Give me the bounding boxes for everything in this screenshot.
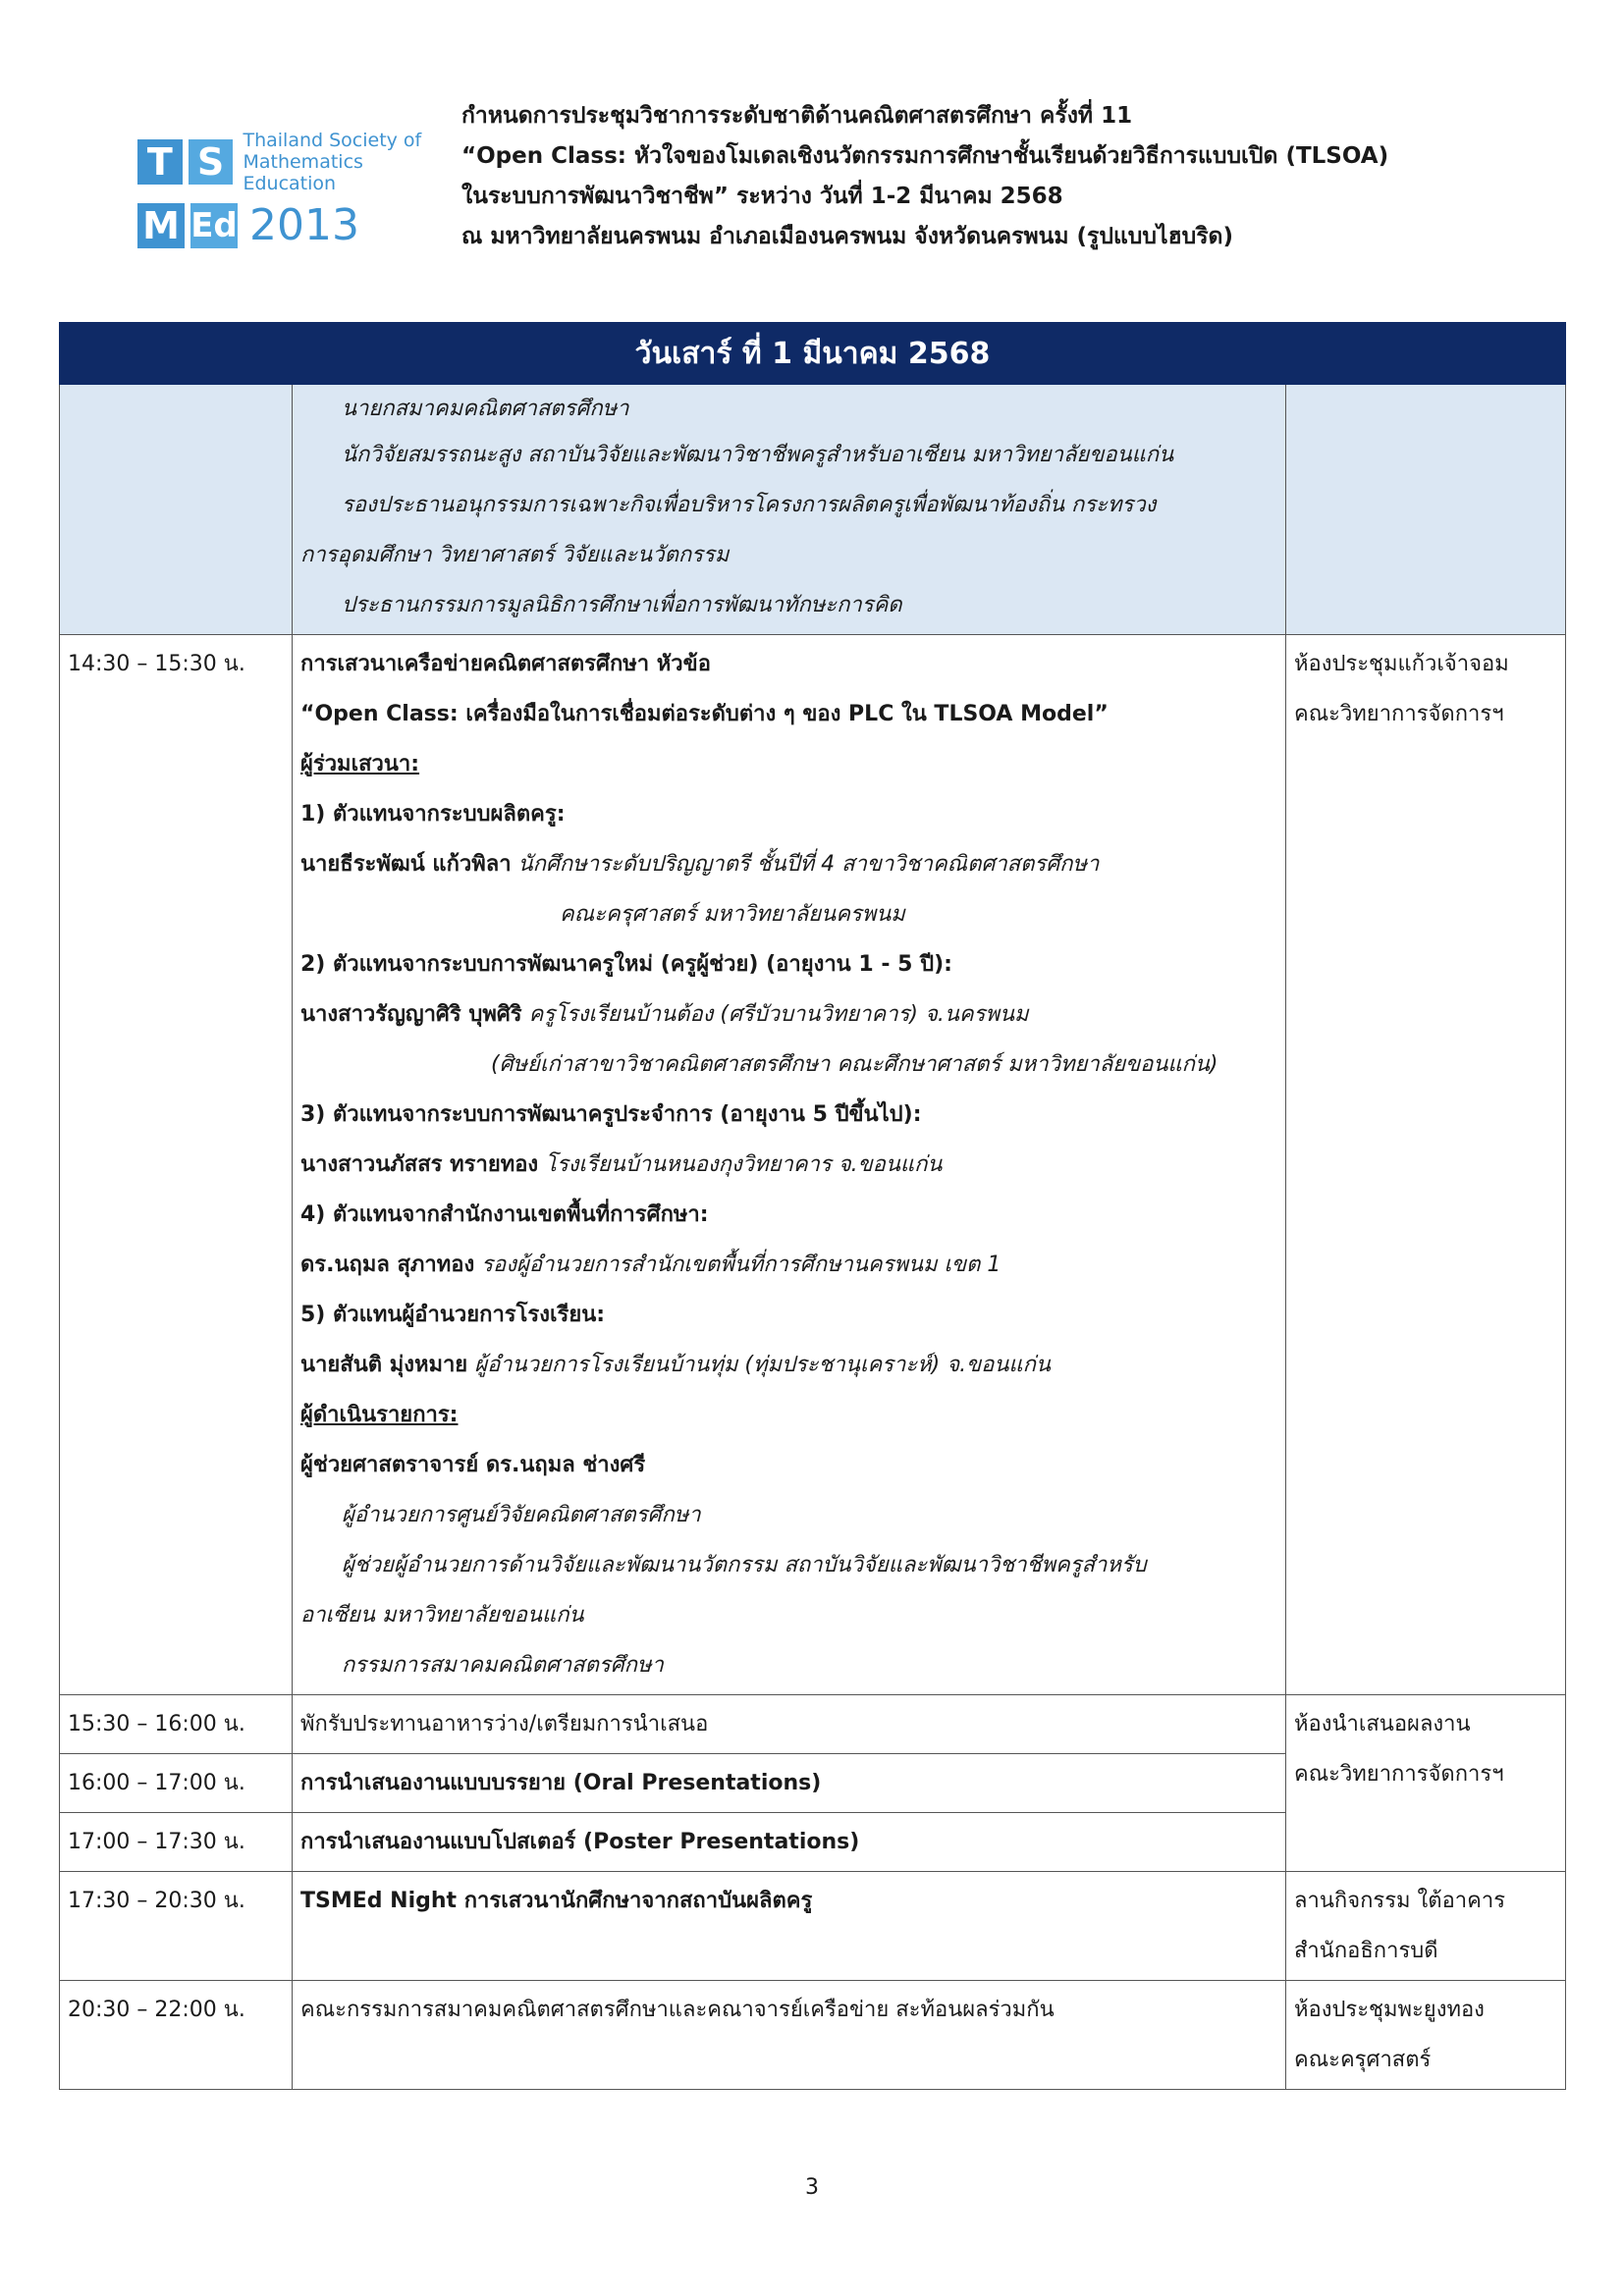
activity-cell: นายกสมาคมคณิตศาสตรศึกษา นักวิจัยสมรรถนะสูง สถาบันวิจัยและพัฒนาวิชาชีพครูสำหรับอาเซียน มหาวิทยาลัยขอนแก่น รองประธานอนุกรรมการเฉพาะกิจเพื่อบริหารโครงการผลิตครูเพื่อพัฒนาท้องถิ่น กระทรวง การอุดมศึกษา วิทยาศาสตร์ วิจัยและนวัตกรรม ประธานกรรมการมูลนิธิการศึกษาเพื่อการพัฒนาทักษะการคิด bbox=[293, 385, 1286, 635]
activity-cell: การนำเสนองานแบบบรรยาย (Oral Presentations) bbox=[293, 1754, 1286, 1813]
page-number: 3 bbox=[805, 2175, 819, 2200]
activity-cell: การนำเสนองานแบบโปสเตอร์ (Poster Presentations) bbox=[293, 1813, 1286, 1872]
activity-cell: พักรับประทานอาหารว่าง/เตรียมการนำเสนอ bbox=[293, 1695, 1286, 1754]
moderator-name: ผู้ช่วยศาสตราจารย์ ดร.นฤมล ช่างศรี bbox=[300, 1453, 646, 1477]
logo-letter-m: M bbox=[137, 203, 185, 248]
activity-cell: การเสวนาเครือข่ายคณิตศาสตรศึกษา หัวข้อ “Open Class: เครื่องมือในการเชื่อมต่อระดับต่าง ๆ ของ PLC ใน TLSOA Model” ผู้ร่วมเสวนา: 1) ตัวแทนจากระบบผลิตครู: นายธีระพัฒน์ แก้วพิลา นักศึกษาระดับปริญญาตรี ชั้นปีที่ 4 สาขาวิชาคณิตศาสตรศึกษา คณะครุศาสตร์ มหาวิทยาลัยนครพนม 2) ตัวแทนจากระบบการพัฒนาครูใหม่ (ครูผู้ช่วย) (อายุงาน 1 - 5 ปี): นางสาวรัญญาศิริ บุพศิริ ครูโรงเรียนบ้านต้อง (ศรีบัวบานวิทยาคาร) จ.นครพนม (ศิษย์เก่าสาขาวิชาคณิตศาสตรศึกษา คณะศึกษาศาสตร์ มหาวิทยาลัยขอนแก่น) 3) ตัวแทนจากระบบการพัฒนาครูประจำการ (อายุงาน 5 ปีขึ้นไป): นางสาวนภัสสร ทรายทอง โรงเรียนบ้านหนองกุงวิทยาคาร จ.ขอนแก่น 4) ตัวแทนจากสำนักงานเขตพื้นที่การศึกษา: ดร.นฤมล สุภาทอง รองผู้อำนวยการสำนักเขตพื้นที่การศึกษานครพนม เขต 1 5) ตัวแทนผู้อำนวยการโรงเรียน: นายสันติ มุ่งหมาย ผู้อำนวยการโรงเรียนบ้านทุ่ม (ทุ่มประชานุเคราะห์) จ.ขอนแก่น ผู้ดำเนินรายการ: ผู้ช่วยศาสตราจารย์ ดร.นฤมล ช่างศรี ผู้อำนวยการศูนย์วิจัยคณิตศาสตรศึกษา ผู้ช่วยผู้อำนวยการด้านวิจัยและพัฒนานวัตกรรม สถาบันวิจัยและพัฒนาวิชาชีพครูสำหรับ อาเซียน มหาวิทยาลัยขอนแก่น กรรมการสมาคมคณิตศาสตรศึกษา bbox=[293, 635, 1286, 1695]
day-heading: วันเสาร์ ที่ 1 มีนาคม 2568 bbox=[60, 323, 1566, 385]
header-line-1: กำหนดการประชุมวิชาการระดับชาติด้านคณิตศาสตรศึกษา ครั้งที่ 11 bbox=[461, 103, 1133, 129]
table-row bbox=[60, 1981, 1566, 2090]
schedule-table bbox=[59, 322, 1566, 2090]
venue-cell: ห้องประชุมพะยูงทอง คณะครุศาสตร์ bbox=[1286, 1981, 1566, 2090]
time-cell: 16:00 – 17:00 น. bbox=[60, 1754, 293, 1813]
table-row bbox=[60, 1872, 1566, 1981]
logo-org-name: Thailand Society of Mathematics Education bbox=[243, 130, 422, 194]
activity-cell: TSMEd Night การเสวนานักศึกษาจากสถาบันผลิตครู bbox=[293, 1872, 1286, 1981]
panel-title: การเสวนาเครือข่ายคณิตศาสตรศึกษา หัวข้อ bbox=[300, 652, 711, 676]
header-line-4: ณ มหาวิทยาลัยนครพนม อำเภอเมืองนครพนม จังหวัดนครพนม (รูปแบบไฮบริด) bbox=[461, 224, 1234, 249]
table-row bbox=[60, 1695, 1566, 1754]
table-row bbox=[60, 635, 1566, 1695]
logo-letter-s: S bbox=[189, 139, 234, 185]
logo-letter-ed: Ed bbox=[190, 203, 238, 248]
time-cell: 15:30 – 16:00 น. bbox=[60, 1695, 293, 1754]
panel-subtitle: “Open Class: เครื่องมือในการเชื่อมต่อระดับต่าง ๆ ของ PLC ใน TLSOA Model” bbox=[300, 702, 1109, 726]
time-cell bbox=[60, 385, 293, 635]
activity-cell: คณะกรรมการสมาคมคณิตศาสตรศึกษาและคณาจารย์เครือข่าย สะท้อนผลร่วมกัน bbox=[293, 1981, 1286, 2090]
venue-cell bbox=[1286, 385, 1566, 635]
tsmed-logo bbox=[137, 130, 452, 250]
venue-cell: ห้องนำเสนอผลงาน คณะวิทยาการจัดการฯ bbox=[1286, 1695, 1566, 1872]
logo-year: 2013 bbox=[249, 200, 359, 250]
conference-header bbox=[461, 96, 1561, 257]
time-cell: 20:30 – 22:00 น. bbox=[60, 1981, 293, 2090]
time-cell: 17:30 – 20:30 น. bbox=[60, 1872, 293, 1981]
panelists-heading: ผู้ร่วมเสวนา: bbox=[300, 752, 420, 776]
time-cell: 14:30 – 15:30 น. bbox=[60, 635, 293, 1695]
venue-cell: ห้องประชุมแก้วเจ้าจอม คณะวิทยาการจัดการฯ bbox=[1286, 635, 1566, 1695]
logo-letter-t: T bbox=[137, 139, 183, 185]
header-line-2: “Open Class: หัวใจของโมเดลเชิงนวัตกรรมการศึกษาชั้นเรียนด้วยวิธีการแบบเปิด (TLSOA) bbox=[461, 143, 1389, 169]
time-cell: 17:00 – 17:30 น. bbox=[60, 1813, 293, 1872]
header-line-3: ในระบบการพัฒนาวิชาชีพ” ระหว่าง วันที่ 1-2 มีนาคม 2568 bbox=[461, 184, 1063, 209]
moderator-heading: ผู้ดำเนินรายการ: bbox=[300, 1403, 459, 1427]
table-row bbox=[60, 385, 1566, 635]
venue-cell: ลานกิจกรรม ใต้อาคาร สำนักอธิการบดี bbox=[1286, 1872, 1566, 1981]
